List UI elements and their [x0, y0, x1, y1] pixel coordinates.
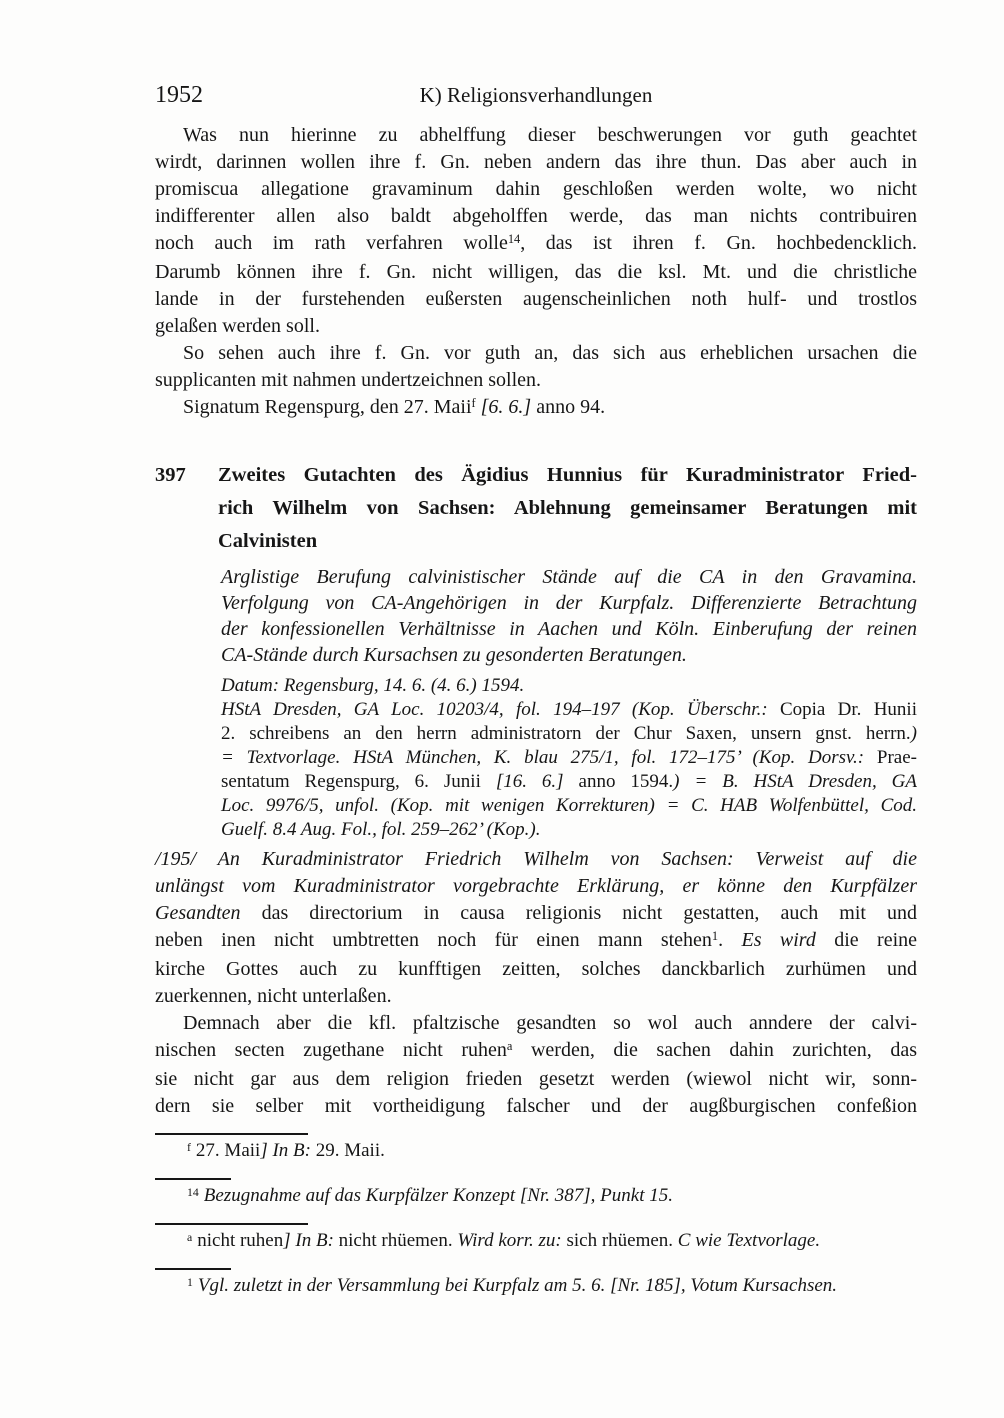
- text-segment: Loc. 9976/5, unfol. (Kop. mit wenigen Korrekturen) = C. HAB Wolfenbüttel, Cod.: [221, 795, 917, 816]
- text-segment: noch auch im rath verfahren wolle: [155, 232, 508, 254]
- text-segment: Copia Dr. Hunii: [779, 699, 917, 720]
- footnote-text: [155, 1139, 917, 1165]
- text-line: [155, 203, 917, 230]
- text-segment: sich rhüemen.: [566, 1230, 678, 1251]
- text-line: [218, 525, 917, 558]
- text-segment: = Textvorlage. HStA München, K. blau 275/1, fol. 172–175’ (Kop. Dorsv.:: [221, 747, 877, 768]
- text-segment: promiscua allegatione gravaminum dahin geschloßen werden wolte, wo nicht: [155, 178, 917, 200]
- text-segment: Guelf. 8.4 Aug. Fol., fol. 259–262’ (Kop.).: [221, 819, 541, 840]
- footnote-marker: f: [187, 1140, 191, 1154]
- running-head: K) Religionsverhandlungen: [419, 83, 653, 107]
- text-line: [218, 492, 917, 525]
- text-line: [155, 900, 917, 927]
- text-segment: , das ist ihren f. Gn. hochbedencklich.: [520, 232, 917, 254]
- text-line: [155, 286, 917, 313]
- text-segment: Es wird: [741, 929, 816, 951]
- superscript-note-marker: a: [506, 1039, 513, 1054]
- text-line: [155, 956, 917, 983]
- entry-heading-lines: [218, 459, 917, 558]
- text-segment: Calvinisten: [218, 530, 318, 552]
- footnote-text: [155, 1229, 917, 1255]
- footnote-a: [155, 1223, 917, 1255]
- text-segment: HStA Dresden, GA Loc. 10203/4, fol. 194–197 (Kop. Überschr.:: [221, 699, 780, 720]
- text-line: [155, 1010, 917, 1037]
- text-line: [155, 1093, 917, 1120]
- text-segment: C wie Textvorlage.: [677, 1230, 821, 1251]
- text-segment: Zweites Gutachten des Ägidius Hunnius für Kuradministrator Fried-: [218, 464, 917, 486]
- text-line: [221, 698, 917, 722]
- text-segment: werden, die sachen dahin zurichten, das: [512, 1039, 918, 1061]
- footnote-f: [155, 1133, 917, 1165]
- text-segment: Arglistige Berufung calvinistischer Stände auf die CA in den Gravamina.: [221, 566, 917, 588]
- text-line: [155, 259, 917, 286]
- superscript-note-marker: f: [471, 396, 476, 411]
- text-segment: Was nun hierinne zu abhelffung dieser beschwerungen vor guth geachtet: [183, 124, 917, 146]
- footnote-marker: 14: [187, 1185, 199, 1199]
- text-line: [221, 590, 917, 616]
- text-segment: Prae-: [876, 747, 917, 768]
- text-line: [221, 674, 917, 698]
- text-line: [218, 459, 917, 492]
- text-segment: gelaßen werden soll.: [155, 315, 320, 337]
- text-segment: rich Wilhelm von Sachsen: Ablehnung gemeinsamer Beratungen mit: [218, 497, 917, 519]
- text-line: [155, 122, 917, 149]
- text-line: [155, 1037, 917, 1066]
- text-line: [155, 927, 917, 956]
- text-segment: kirche Gottes auch zu kunfftigen zeitten, solches danckbarlich zurhümen und: [155, 958, 917, 980]
- text-line: [155, 313, 917, 340]
- footnote-separator-rule: [155, 1178, 231, 1180]
- text-segment: neben inen nicht umbtretten noch für einen mann stehen: [155, 929, 712, 951]
- text-segment: dern sie selber mit vortheidigung falscher und der augßburgischen confeßion: [155, 1095, 917, 1117]
- text-column: [155, 0, 917, 1300]
- text-line: [155, 340, 917, 367]
- text-segment: nicht rhüemen.: [338, 1230, 458, 1251]
- text-line: [221, 794, 917, 818]
- footnote-separator-rule: [155, 1268, 231, 1270]
- text-line: [221, 722, 917, 746]
- entry-number: 397: [155, 464, 186, 486]
- text-segment: Darumb können ihre f. Gn. nicht willigen, das die ksl. Mt. und die christliche: [155, 261, 917, 283]
- text-segment: .: [718, 929, 742, 951]
- text-segment: Vgl. zuletzt in der Versammlung bei Kurpfalz am 5. 6. [Nr. 185], Votum Kursachsen.: [197, 1275, 838, 1296]
- superscript-note-marker: 14: [507, 232, 521, 247]
- text-segment: nischen secten zugethane nicht ruhen: [155, 1039, 507, 1061]
- text-segment: unlängst vom Kuradministrator vorgebrachte Erklärung, er könne den Kurpfälzer: [155, 875, 917, 897]
- text-segment: [16. 6.]: [495, 771, 564, 792]
- footnote-14: [155, 1178, 917, 1210]
- text-segment: der konfessionellen Verhältnisse in Aachen und Köln. Einberufung der reinen: [221, 618, 917, 640]
- text-segment: Signatum Regenspurg, den 27. Maii: [183, 396, 472, 418]
- text-line: [221, 564, 917, 590]
- signatum-line: [155, 394, 917, 423]
- opening-paragraph-1: [155, 122, 917, 340]
- text-segment: das directorium in causa religionis nicht gestatten, auch mit und: [261, 902, 917, 924]
- text-segment: Gesandten: [155, 902, 262, 924]
- text-line: [221, 642, 917, 668]
- text-line: [155, 176, 917, 203]
- text-line: [155, 846, 917, 873]
- text-segment: nicht ruhen: [197, 1230, 284, 1251]
- text-line: [155, 394, 917, 423]
- text-line: [221, 616, 917, 642]
- text-segment: lande in der furstehenden eußersten augenscheinlichen noth hulf- und trostlos: [155, 288, 917, 310]
- text-segment: ): [910, 723, 917, 744]
- text-segment: ] In B:: [283, 1230, 339, 1251]
- text-segment: anno 94.: [531, 396, 606, 418]
- entry-text-2: [155, 1010, 917, 1120]
- text-segment: anno 1594.: [563, 771, 674, 792]
- footnote-text: [155, 1274, 917, 1300]
- provenance: [221, 698, 917, 842]
- text-segment: indifferenter allen also baldt abgeholffen werde, das man nichts contribuiren: [155, 205, 917, 227]
- text-segment: /195/ An Kuradministrator Friedrich Wilhelm von Sachsen: Verweist auf die: [155, 848, 917, 870]
- text-segment: Wird korr. zu:: [457, 1230, 567, 1251]
- text-segment: 2. schreibens an den herrn administratorn der Chur Saxen, unsern gnst. herrn.: [221, 723, 911, 744]
- text-line: [155, 149, 917, 176]
- text-segment: sie nicht gar aus dem religion frieden gesetzt werden (wiewol nicht wir, sonn-: [155, 1068, 917, 1090]
- text-line: [155, 873, 917, 900]
- heading-397: [155, 459, 917, 558]
- text-segment: ] In B:: [260, 1140, 316, 1161]
- text-segment: ) = B. HStA Dresden, GA: [673, 771, 917, 792]
- text-line: [155, 1066, 917, 1093]
- text-line: [155, 230, 917, 259]
- text-segment: Demnach aber die kfl. pfaltzische gesandten so wol auch anndere der calvi-: [183, 1012, 917, 1034]
- footnote-text: [155, 1184, 917, 1210]
- text-segment: wirdt, darinnen wollen ihre f. Gn. neben andern das ihre thun. Das aber auch in: [155, 151, 917, 173]
- text-segment: zuerkennen, nicht unterlaßen.: [155, 985, 392, 1007]
- footnote-1: [155, 1268, 917, 1300]
- summary: [221, 564, 917, 668]
- text-segment: [6. 6.]: [475, 396, 532, 418]
- text-segment: 29. Maii.: [315, 1140, 385, 1161]
- text-line: [221, 770, 917, 794]
- text-line: [221, 746, 917, 770]
- superscript-note-marker: 1: [711, 929, 719, 944]
- text-line: [221, 818, 917, 842]
- text-segment: Bezugnahme auf das Kurpfälzer Konzept [Nr. 387], Punkt 15.: [203, 1185, 673, 1206]
- text-segment: Datum: Regensburg, 14. 6. (4. 6.) 1594.: [221, 675, 525, 696]
- footnote-marker: a: [187, 1230, 193, 1244]
- page-number: 1952: [155, 82, 203, 108]
- footnote-separator-rule: [155, 1133, 308, 1135]
- text-segment: 27. Maii: [195, 1140, 261, 1161]
- text-segment: supplicanten mit nahmen undertzeichnen sollen.: [155, 369, 541, 391]
- opening-paragraph-2: [155, 340, 917, 394]
- text-line: [155, 983, 917, 1010]
- text-segment: Verfolgung von CA-Angehörigen in der Kurpfalz. Differenzierte Betrachtung: [221, 592, 917, 614]
- footnote-separator-rule: [155, 1223, 308, 1225]
- footnote-marker: 1: [187, 1275, 193, 1289]
- datum-line: [221, 674, 917, 698]
- text-segment: So sehen auch ihre f. Gn. vor guth an, das sich aus erheblichen ursachen die: [183, 342, 917, 364]
- text-segment: CA-Stände durch Kursachsen zu gesonderten Beratungen.: [221, 644, 687, 666]
- text-line: [155, 367, 917, 394]
- text-segment: sentatum Regenspurg, 6. Junii: [221, 771, 496, 792]
- text-segment: die reine: [815, 929, 918, 951]
- entry-text-1: [155, 846, 917, 1010]
